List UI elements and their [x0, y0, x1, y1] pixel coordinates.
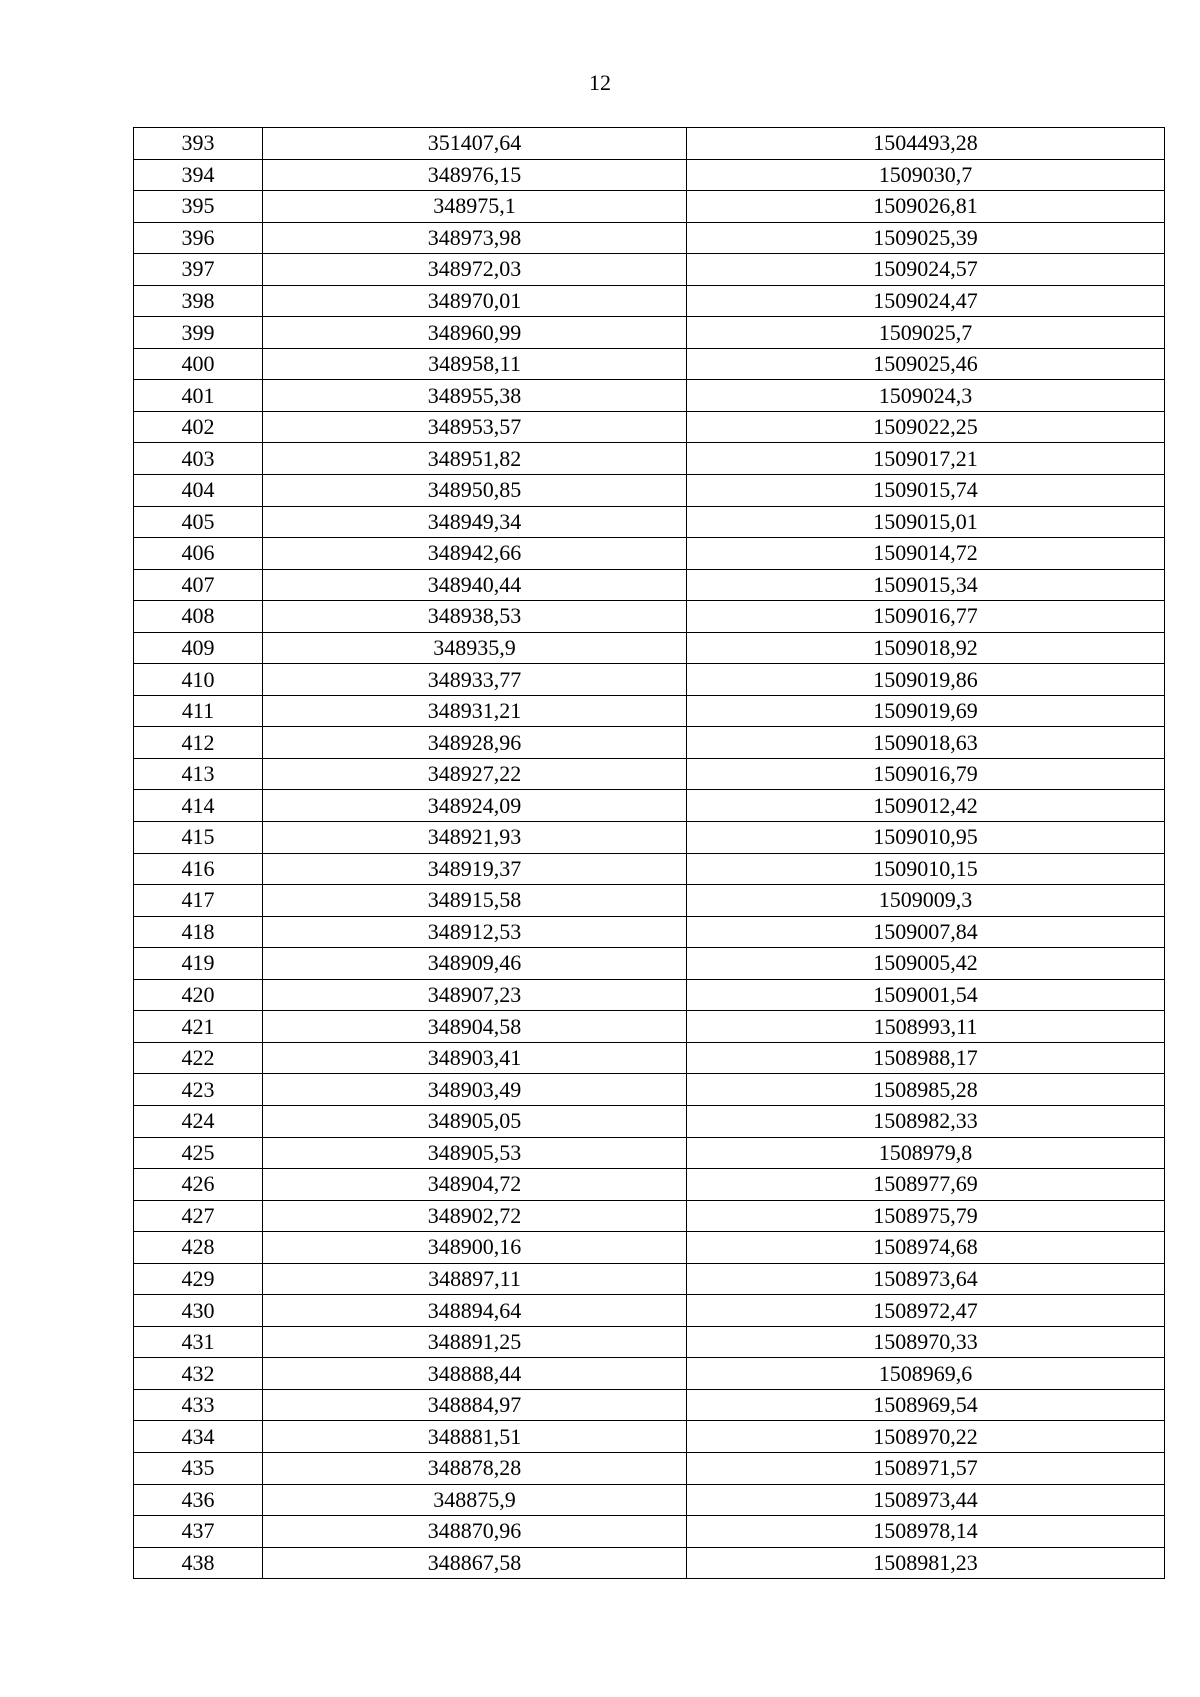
x-coordinate-cell: 348940,44 [263, 569, 687, 601]
x-coordinate-cell: 348931,21 [263, 695, 687, 727]
point-number-cell: 434 [134, 1421, 263, 1453]
point-number-cell: 395 [134, 191, 263, 223]
x-coordinate-cell: 348905,05 [263, 1105, 687, 1137]
x-coordinate-cell: 348955,38 [263, 380, 687, 412]
table-row [134, 1326, 1165, 1358]
x-coordinate-cell: 348903,41 [263, 1042, 687, 1074]
y-coordinate-cell: 1509026,81 [687, 191, 1165, 223]
point-number-cell: 423 [134, 1074, 263, 1106]
point-number-cell: 419 [134, 948, 263, 980]
x-coordinate-cell: 348888,44 [263, 1358, 687, 1390]
y-coordinate-cell: 1509015,74 [687, 475, 1165, 507]
point-number-cell: 406 [134, 538, 263, 570]
x-coordinate-cell: 348958,11 [263, 348, 687, 380]
point-number-cell: 407 [134, 569, 263, 601]
point-number-cell: 422 [134, 1042, 263, 1074]
y-coordinate-cell: 1508993,11 [687, 1011, 1165, 1043]
point-number-cell: 428 [134, 1232, 263, 1264]
x-coordinate-cell: 348928,96 [263, 727, 687, 759]
y-coordinate-cell: 1508970,22 [687, 1421, 1165, 1453]
y-coordinate-cell: 1509019,86 [687, 664, 1165, 696]
table-row [134, 885, 1165, 917]
y-coordinate-cell: 1508978,14 [687, 1516, 1165, 1548]
point-number-cell: 405 [134, 506, 263, 538]
x-coordinate-cell: 348919,37 [263, 853, 687, 885]
coordinates-table-body [134, 128, 1165, 1579]
x-coordinate-cell: 348903,49 [263, 1074, 687, 1106]
table-row [134, 1232, 1165, 1264]
x-coordinate-cell: 348897,11 [263, 1263, 687, 1295]
point-number-cell: 412 [134, 727, 263, 759]
y-coordinate-cell: 1508985,28 [687, 1074, 1165, 1106]
table-row [134, 1137, 1165, 1169]
point-number-cell: 410 [134, 664, 263, 696]
y-coordinate-cell: 1509024,57 [687, 254, 1165, 286]
point-number-cell: 409 [134, 632, 263, 664]
table-row [134, 1421, 1165, 1453]
x-coordinate-cell: 348972,03 [263, 254, 687, 286]
y-coordinate-cell: 1509017,21 [687, 443, 1165, 475]
y-coordinate-cell: 1508974,68 [687, 1232, 1165, 1264]
x-coordinate-cell: 348973,98 [263, 222, 687, 254]
x-coordinate-cell: 348912,53 [263, 916, 687, 948]
point-number-cell: 400 [134, 348, 263, 380]
table-row [134, 1105, 1165, 1137]
y-coordinate-cell: 1509030,7 [687, 159, 1165, 191]
y-coordinate-cell: 1508973,64 [687, 1263, 1165, 1295]
x-coordinate-cell: 348975,1 [263, 191, 687, 223]
x-coordinate-cell: 348904,58 [263, 1011, 687, 1043]
y-coordinate-cell: 1508977,69 [687, 1169, 1165, 1201]
point-number-cell: 417 [134, 885, 263, 917]
x-coordinate-cell: 348904,72 [263, 1169, 687, 1201]
table-row [134, 1200, 1165, 1232]
x-coordinate-cell: 348933,77 [263, 664, 687, 696]
x-coordinate-cell: 348970,01 [263, 285, 687, 317]
table-row [134, 1389, 1165, 1421]
x-coordinate-cell: 348900,16 [263, 1232, 687, 1264]
table-row [134, 569, 1165, 601]
y-coordinate-cell: 1509007,84 [687, 916, 1165, 948]
table-row [134, 727, 1165, 759]
table-row [134, 1484, 1165, 1516]
x-coordinate-cell: 348909,46 [263, 948, 687, 980]
x-coordinate-cell: 348907,23 [263, 979, 687, 1011]
point-number-cell: 436 [134, 1484, 263, 1516]
x-coordinate-cell: 348976,15 [263, 159, 687, 191]
table-row [134, 1358, 1165, 1390]
table-row [134, 948, 1165, 980]
point-number-cell: 429 [134, 1263, 263, 1295]
y-coordinate-cell: 1509025,39 [687, 222, 1165, 254]
x-coordinate-cell: 348884,97 [263, 1389, 687, 1421]
table-row [134, 411, 1165, 443]
x-coordinate-cell: 348921,93 [263, 822, 687, 854]
point-number-cell: 418 [134, 916, 263, 948]
point-number-cell: 438 [134, 1547, 263, 1579]
x-coordinate-cell: 348894,64 [263, 1295, 687, 1327]
point-number-cell: 433 [134, 1389, 263, 1421]
point-number-cell: 424 [134, 1105, 263, 1137]
point-number-cell: 431 [134, 1326, 263, 1358]
point-number-cell: 414 [134, 790, 263, 822]
table-row [134, 601, 1165, 633]
x-coordinate-cell: 348870,96 [263, 1516, 687, 1548]
y-coordinate-cell: 1508973,44 [687, 1484, 1165, 1516]
table-row [134, 790, 1165, 822]
table-row [134, 1516, 1165, 1548]
y-coordinate-cell: 1509005,42 [687, 948, 1165, 980]
x-coordinate-cell: 348875,9 [263, 1484, 687, 1516]
x-coordinate-cell: 348878,28 [263, 1452, 687, 1484]
point-number-cell: 401 [134, 380, 263, 412]
y-coordinate-cell: 1509024,47 [687, 285, 1165, 317]
table-row [134, 1547, 1165, 1579]
y-coordinate-cell: 1508979,8 [687, 1137, 1165, 1169]
y-coordinate-cell: 1509025,7 [687, 317, 1165, 349]
y-coordinate-cell: 1509019,69 [687, 695, 1165, 727]
point-number-cell: 420 [134, 979, 263, 1011]
table-row [134, 222, 1165, 254]
table-row [134, 1169, 1165, 1201]
table-row [134, 380, 1165, 412]
y-coordinate-cell: 1509009,3 [687, 885, 1165, 917]
y-coordinate-cell: 1508969,54 [687, 1389, 1165, 1421]
x-coordinate-cell: 348953,57 [263, 411, 687, 443]
point-number-cell: 403 [134, 443, 263, 475]
y-coordinate-cell: 1509025,46 [687, 348, 1165, 380]
point-number-cell: 435 [134, 1452, 263, 1484]
y-coordinate-cell: 1509022,25 [687, 411, 1165, 443]
point-number-cell: 425 [134, 1137, 263, 1169]
y-coordinate-cell: 1508971,57 [687, 1452, 1165, 1484]
table-row [134, 979, 1165, 1011]
point-number-cell: 398 [134, 285, 263, 317]
x-coordinate-cell: 348960,99 [263, 317, 687, 349]
point-number-cell: 402 [134, 411, 263, 443]
table-row [134, 475, 1165, 507]
x-coordinate-cell: 348905,53 [263, 1137, 687, 1169]
coordinates-table [133, 127, 1165, 1579]
y-coordinate-cell: 1509018,63 [687, 727, 1165, 759]
y-coordinate-cell: 1509001,54 [687, 979, 1165, 1011]
table-row [134, 1074, 1165, 1106]
point-number-cell: 397 [134, 254, 263, 286]
table-row [134, 1452, 1165, 1484]
table-row [134, 254, 1165, 286]
y-coordinate-cell: 1508972,47 [687, 1295, 1165, 1327]
table-row [134, 632, 1165, 664]
table-row [134, 285, 1165, 317]
table-row [134, 538, 1165, 570]
x-coordinate-cell: 348891,25 [263, 1326, 687, 1358]
x-coordinate-cell: 348935,9 [263, 632, 687, 664]
point-number-cell: 421 [134, 1011, 263, 1043]
y-coordinate-cell: 1509016,77 [687, 601, 1165, 633]
point-number-cell: 393 [134, 128, 263, 160]
y-coordinate-cell: 1508982,33 [687, 1105, 1165, 1137]
point-number-cell: 394 [134, 159, 263, 191]
y-coordinate-cell: 1504493,28 [687, 128, 1165, 160]
table-row [134, 317, 1165, 349]
x-coordinate-cell: 348915,58 [263, 885, 687, 917]
x-coordinate-cell: 348950,85 [263, 475, 687, 507]
table-row [134, 822, 1165, 854]
y-coordinate-cell: 1509016,79 [687, 758, 1165, 790]
x-coordinate-cell: 348942,66 [263, 538, 687, 570]
table-row [134, 159, 1165, 191]
table-row [134, 664, 1165, 696]
point-number-cell: 413 [134, 758, 263, 790]
x-coordinate-cell: 348927,22 [263, 758, 687, 790]
x-coordinate-cell: 348867,58 [263, 1547, 687, 1579]
table-row [134, 1011, 1165, 1043]
y-coordinate-cell: 1509018,92 [687, 632, 1165, 664]
y-coordinate-cell: 1509010,15 [687, 853, 1165, 885]
x-coordinate-cell: 348924,09 [263, 790, 687, 822]
table-row [134, 348, 1165, 380]
point-number-cell: 396 [134, 222, 263, 254]
y-coordinate-cell: 1508988,17 [687, 1042, 1165, 1074]
point-number-cell: 437 [134, 1516, 263, 1548]
point-number-cell: 399 [134, 317, 263, 349]
table-row [134, 1263, 1165, 1295]
point-number-cell: 408 [134, 601, 263, 633]
table-row [134, 695, 1165, 727]
table-row [134, 916, 1165, 948]
point-number-cell: 432 [134, 1358, 263, 1390]
x-coordinate-cell: 348902,72 [263, 1200, 687, 1232]
point-number-cell: 430 [134, 1295, 263, 1327]
x-coordinate-cell: 348881,51 [263, 1421, 687, 1453]
table-row [134, 1042, 1165, 1074]
table-row [134, 443, 1165, 475]
y-coordinate-cell: 1508969,6 [687, 1358, 1165, 1390]
table-row [134, 758, 1165, 790]
point-number-cell: 415 [134, 822, 263, 854]
point-number-cell: 411 [134, 695, 263, 727]
x-coordinate-cell: 348949,34 [263, 506, 687, 538]
y-coordinate-cell: 1508975,79 [687, 1200, 1165, 1232]
page-number: 12 [589, 70, 611, 95]
y-coordinate-cell: 1509010,95 [687, 822, 1165, 854]
point-number-cell: 426 [134, 1169, 263, 1201]
x-coordinate-cell: 351407,64 [263, 128, 687, 160]
y-coordinate-cell: 1509014,72 [687, 538, 1165, 570]
x-coordinate-cell: 348951,82 [263, 443, 687, 475]
table-row [134, 853, 1165, 885]
y-coordinate-cell: 1509015,34 [687, 569, 1165, 601]
point-number-cell: 404 [134, 475, 263, 507]
table-row [134, 128, 1165, 160]
y-coordinate-cell: 1508981,23 [687, 1547, 1165, 1579]
y-coordinate-cell: 1509024,3 [687, 380, 1165, 412]
y-coordinate-cell: 1508970,33 [687, 1326, 1165, 1358]
point-number-cell: 416 [134, 853, 263, 885]
point-number-cell: 427 [134, 1200, 263, 1232]
y-coordinate-cell: 1509015,01 [687, 506, 1165, 538]
y-coordinate-cell: 1509012,42 [687, 790, 1165, 822]
table-row [134, 506, 1165, 538]
table-row [134, 191, 1165, 223]
x-coordinate-cell: 348938,53 [263, 601, 687, 633]
table-row [134, 1295, 1165, 1327]
